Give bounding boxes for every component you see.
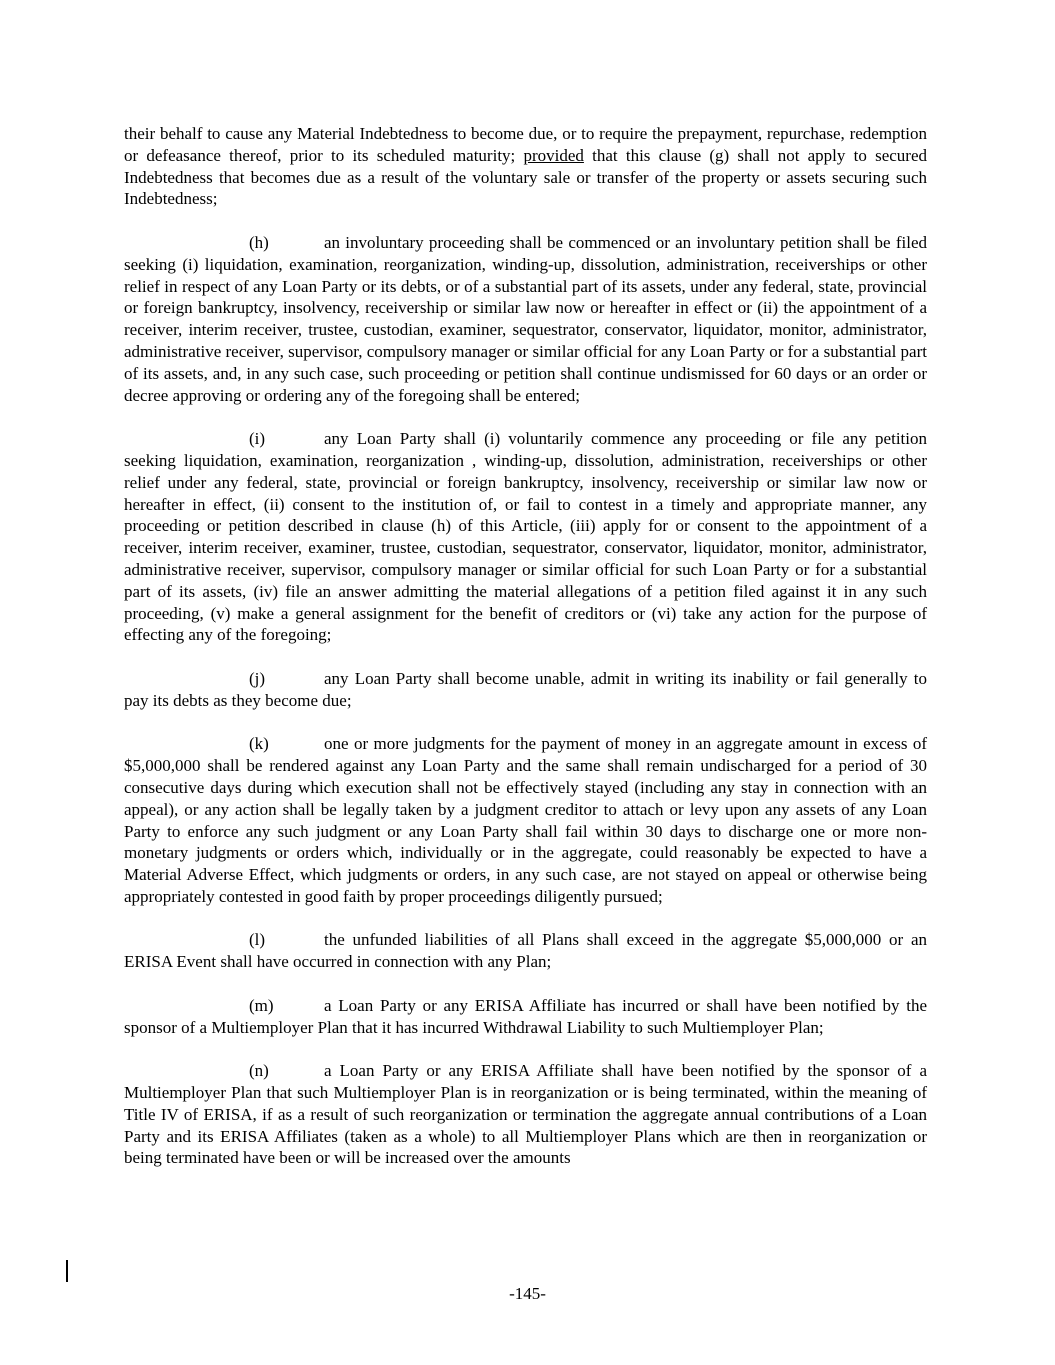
provided-term: provided xyxy=(523,145,584,165)
clause-text: a Loan Party or any ERISA Affiliate shall have been notified by the sponsor of a Multiemployer Plan that such Multiemployer Plan is in reorganization or is being terminated, within the meaning of Title IV of ERISA, if as a result of such reorganization or termination the aggregate annual contributions of a Loan Party and its ERISA Affiliates (taken as a whole) to all Multiemployer Plans which are then in reorganization or being terminated have been or will be increased over the amounts xyxy=(124,1061,927,1168)
intro-text-part1: their behalf to cause any Material Indebtedness to become due, or to require the prepayment, repurchase, redemption or defeasance thereof, prior to its scheduled maturity; xyxy=(124,124,927,165)
page-number: -145- xyxy=(509,1284,546,1303)
clause-k xyxy=(124,733,927,907)
clause-j xyxy=(124,668,927,712)
clause-label: (k) xyxy=(249,734,269,754)
document-body xyxy=(124,123,927,1191)
intro-text-part2: that this clause (g) shall not apply to secured Indebtedness that becomes due as a result of the voluntary sale or transfer of the property or assets securing such Indebtedness; xyxy=(124,145,927,209)
clause-h xyxy=(124,232,927,406)
clause-label: (n) xyxy=(249,1061,269,1081)
clause-text: any Loan Party shall become unable, admit in writing its inability or fail generally to pay its debts as they become due; xyxy=(124,668,927,710)
clause-label: (m) xyxy=(249,995,274,1015)
clause-text: the unfunded liabilities of all Plans shall exceed in the aggregate $5,000,000 or an ERISA Event shall have occurred in connection with any Plan; xyxy=(124,930,927,972)
clause-text: one or more judgments for the payment of money in an aggregate amount in excess of $5,000,000 shall be rendered against any Loan Party and the same shall remain undischarged for a period of 30 consecutive days during which execution shall not be effectively stayed (including any stay in connection with an appeal), or any action shall be legally taken by a judgment creditor to attach or levy upon any assets of any Loan Party to enforce any such judgment or any Loan Party shall fail within 30 days to discharge one or more non-monetary judgments or orders which, individually or in the aggregate, could reasonably be expected to have a Material Adverse Effect, which judgments or orders, in any such case, are not stayed on appeal or otherwise being appropriately contested in good faith by proper proceedings diligently pursued; xyxy=(124,734,927,906)
clause-label: (i) xyxy=(249,429,266,449)
clause-label: (j) xyxy=(249,668,266,688)
clause-label: (h) xyxy=(249,232,269,252)
clause-n xyxy=(124,1060,927,1169)
clause-m xyxy=(124,995,927,1039)
clause-text: any Loan Party shall (i) voluntarily commence any proceeding or file any petition seeking liquidation, examination, reorganization , winding-up, dissolution, administration, receiverships or other relief under any federal, state, provincial or foreign bankruptcy, insolvency, receivership or similar law now or hereafter in effect, (ii) consent to the institution of, or fail to contest in a timely and appropriate manner, any proceeding or petition described in clause (h) of this Article, (iii) apply for or consent to the appointment of a receiver, interim receiver, examiner, trustee, custodian, sequestrator, conservator, liquidator, monitor, administrator, administrative receiver, supervisor, compulsory manager or similar official for such Loan Party or for a substantial part of its assets, (iv) file an answer admitting the material allegations of a petition filed against it in any such proceeding, (v) make a general assignment for the benefit of creditors or (vi) take any action for the purpose of effecting any of the foregoing; xyxy=(124,429,927,645)
clause-text: a Loan Party or any ERISA Affiliate has incurred or shall have been notified by the sponsor of a Multiemployer Plan that it has incurred Withdrawal Liability to such Multiemployer Plan; xyxy=(124,995,927,1037)
revision-bar xyxy=(66,1260,68,1282)
clause-text: an involuntary proceeding shall be commenced or an involuntary petition shall be filed seeking (i) liquidation, examination, reorganization, winding-up, dissolution, administration, receiverships or other relief in respect of any Loan Party or its debts, or of a substantial part of its assets, under any federal, state, provincial or foreign bankruptcy, insolvency, receivership or similar law now or hereafter in effect or (ii) the appointment of a receiver, interim receiver, trustee, custodian, examiner, sequestrator, conservator, liquidator, monitor, administrator, administrative receiver, supervisor, compulsory manager or similar official for any Loan Party or for a substantial part of its assets, and, in any such case, such proceeding or petition shall continue undismissed for 60 days or an order or decree approving or ordering any of the foregoing shall be entered; xyxy=(124,232,927,405)
intro-paragraph xyxy=(124,123,927,210)
clause-i xyxy=(124,428,927,646)
clause-label: (l) xyxy=(249,930,266,950)
clause-l xyxy=(124,929,927,973)
